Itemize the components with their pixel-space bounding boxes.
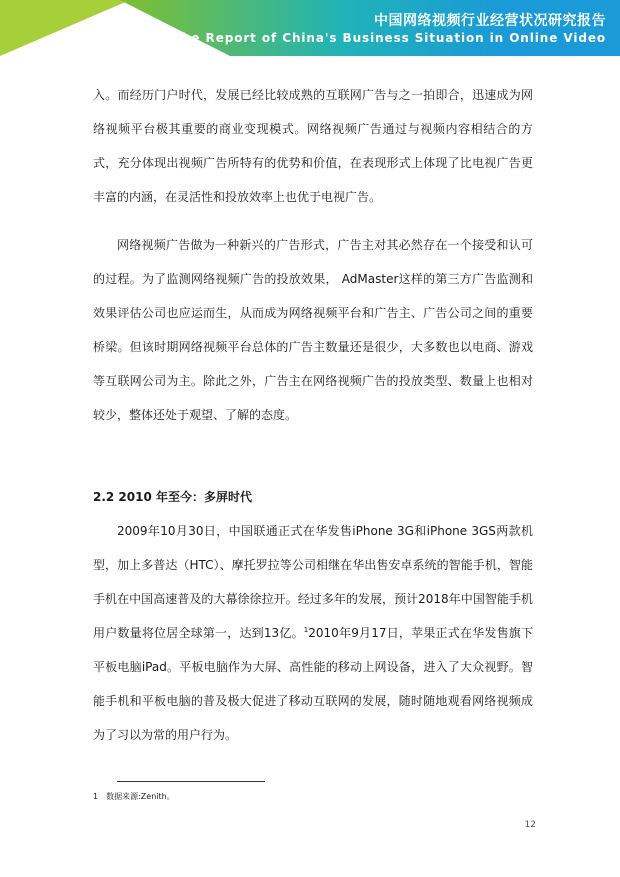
report-title-en: The Report of China's Business Situation in Online Video (172, 31, 606, 45)
paragraph-multiscreen-part2: 2010年9月17日，苹果正式在华发售旗下平板电脑iPad。平板电脑作为大屏、高性能的移动上网设备，进入了大众视野。智能手机和平板电脑的普及极大促进了移动互联网的发展，随时随地观看网络视频成为了习以为常的用户行为。 (93, 626, 533, 742)
page-header (0, 0, 620, 56)
footnote-reference[interactable]: 1 (303, 626, 309, 634)
report-title-cn: 中国网络视频行业经营状况研究报告 (374, 13, 606, 29)
footnote-divider (117, 781, 265, 782)
footnote (93, 791, 175, 802)
section-heading: 2.2 2010 年至今：多屏时代 (93, 490, 253, 504)
footnote-mark: 1 (93, 792, 99, 801)
paragraph-ad-model: 入。而经历门户时代，发展已经比较成熟的互联网广告与之一拍即合，迅速成为网络视频平台极其重要的商业变现模式。网络视频广告通过与视频内容相结合的方式，充分体现出视频广告所特有的优势和价值，在表现形式上体现了比电视广告更丰富的内涵，在灵活性和投放效率上也优于电视广告。 (93, 88, 533, 204)
paragraph-multiscreen-part1: 2009年10月30日，中国联通正式在华发售iPhone 3G和iPhone 3GS两款机型，加上多普达（HTC）、摩托罗拉等公司相继在华出售安卓系统的智能手机，智能手机在中国高速普及的大幕徐徐拉开。经过多年的发展，预计2018年中国智能手机用户数量将位居全球第一，达到13亿。 (93, 524, 533, 640)
page-number: 12 (524, 820, 536, 830)
main-content (93, 78, 533, 752)
footnote-text: 数据来源:Zenith。 (106, 792, 175, 801)
paragraph-ad-acceptance: 网络视频广告做为一种新兴的广告形式，广告主对其必然存在一个接受和认可的过程。为了监测网络视频广告的投放效果， AdMaster这样的第三方广告监测和效果评估公司也应运而生，从而成为网络视频平台和广告主、广告公司之间的重要桥梁。但该时期网络视频平台总体的广告主数量还是很少，大多数也以电商、游戏等互联网公司为主。除此之外，广告主在网络视频广告的投放类型、数量上也相对较少，整体还处于观望、了解的态度。 (93, 238, 533, 422)
paragraph-multiscreen (93, 514, 533, 752)
